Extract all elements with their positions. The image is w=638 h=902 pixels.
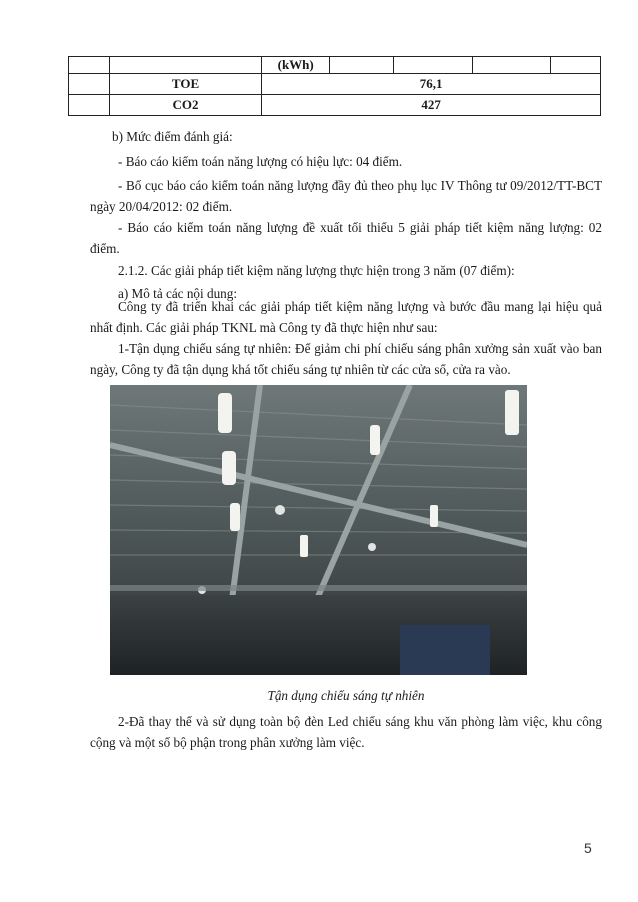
- paragraph-scoring: b) Mức điểm đánh giá:: [112, 129, 233, 144]
- paragraph-description-label: a) Mô tả các nội dung:: [118, 286, 238, 301]
- row-value: 76,1: [262, 74, 601, 95]
- paragraph-report-layout: - Bố cục báo cáo kiểm toán năng lượng đầy đủ theo phụ lục IV Thông tư 09/2012/TT-BCT ngày 20/04/2012: 02 điểm.: [90, 178, 602, 214]
- table-row: [69, 95, 601, 116]
- paragraph-led-lighting: 2-Đã thay thế và sử dụng toàn bộ đèn Led chiếu sáng khu văn phòng làm việc, khu công cộng và một số bộ phận trong phân xưởng làm việc.: [90, 714, 602, 750]
- paragraph-company-solutions: Công ty đã triển khai các giải pháp tiết kiệm năng lượng và bước đầu mang lại hiệu quả nhất định. Các giải pháp TKNL mà Công ty đã thực hiện như sau:: [90, 299, 602, 335]
- factory-ceiling-photo: [110, 385, 527, 675]
- table-row: [69, 74, 601, 95]
- table-row: [69, 57, 601, 74]
- paragraph-report-solutions: - Báo cáo kiểm toán năng lượng đề xuất tối thiểu 5 giải pháp tiết kiệm năng lượng: 02 điểm.: [90, 220, 602, 256]
- page-number: 5: [584, 840, 592, 856]
- row-label: CO2: [109, 95, 261, 116]
- section-heading: 2.1.2. Các giải pháp tiết kiệm năng lượng thực hiện trong 3 năm (07 điểm):: [118, 263, 515, 278]
- energy-table: [68, 56, 601, 116]
- paragraph-valid-report: - Báo cáo kiểm toán năng lượng có hiệu lực: 04 điểm.: [118, 154, 403, 169]
- figure-caption: Tận dụng chiếu sáng tự nhiên: [267, 688, 425, 703]
- row-label: TOE: [109, 74, 261, 95]
- paragraph-natural-light: 1-Tận dụng chiếu sáng tự nhiên: Để giảm chi phí chiếu sáng phân xưởng sản xuất vào ban ngày, Công ty đã tận dụng khá tốt chiếu sáng tự nhiên từ các cửa sổ, cửa ra vào.: [90, 341, 602, 377]
- row-value: 427: [262, 95, 601, 116]
- unit-cell: (kWh): [262, 57, 330, 74]
